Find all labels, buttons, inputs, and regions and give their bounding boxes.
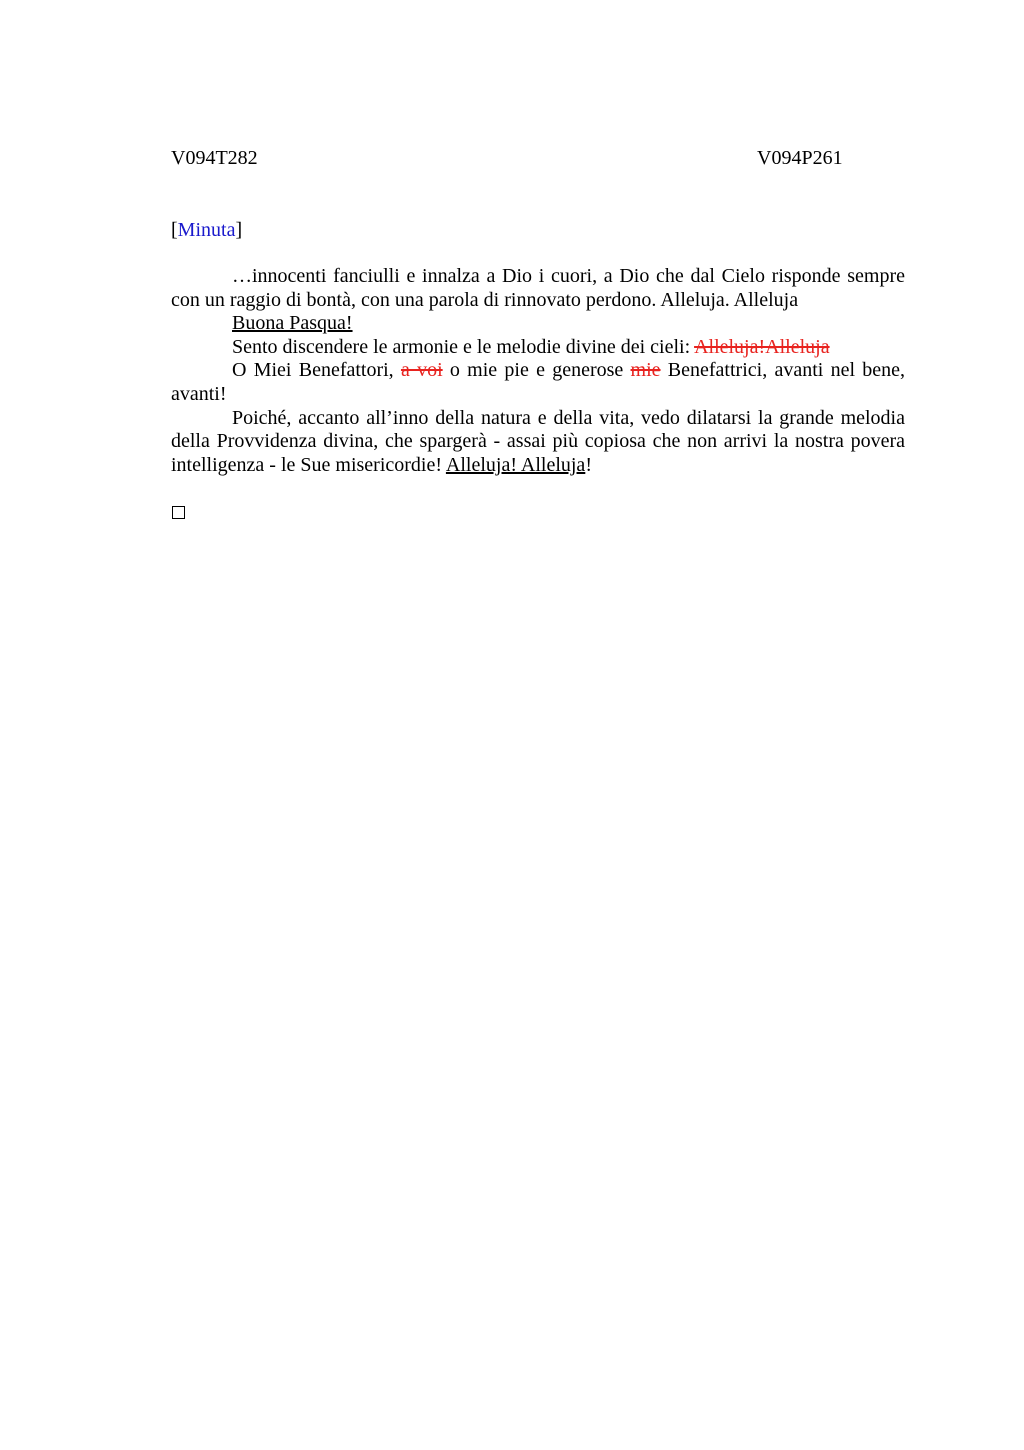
paragraph-4-text-b: o mie pie e generose xyxy=(442,359,631,382)
minuta-link[interactable]: Minuta xyxy=(177,219,236,241)
paragraph-4-text-c: Benefattrici, avanti nel bene, avanti! xyxy=(171,359,906,405)
paragraph-2 xyxy=(171,312,905,336)
document-code-right: V094P261 xyxy=(757,147,843,169)
document-body xyxy=(171,265,905,477)
deleted-text: mie xyxy=(630,359,661,382)
paragraph-3-text: Sento discendere le armonie e le melodie divine dei cieli: xyxy=(232,335,695,358)
document-code-left: V094T282 xyxy=(171,147,258,169)
buona-pasqua-text: Buona Pasqua! xyxy=(232,312,353,335)
underlined-alleluja: Alleluja! Alleluja xyxy=(445,453,586,476)
paragraph-4 xyxy=(171,359,905,406)
document-type xyxy=(171,218,242,242)
paragraph-5-end: ! xyxy=(585,453,592,476)
open-bracket: [ xyxy=(171,219,178,241)
paragraph-3 xyxy=(171,336,905,360)
paragraph-5 xyxy=(171,407,905,478)
paragraph-5-text: Poiché, accanto all’inno della natura e della vita, vedo dilatarsi la grande melodia della Provvidenza divina, che spargerà - assai più copiosa che non arrivi la nostra povera intelligenza - le Sue misericordie! xyxy=(171,406,905,476)
close-bracket: ] xyxy=(235,219,243,241)
paragraph-1: …innocenti fanciulli e innalza a Dio i cuori, a Dio che dal Cielo risponde sempre con un raggio di bontà, con una parola di rinnovato perdono. Alleluja. Alleluja xyxy=(171,265,905,311)
end-of-document-box-icon xyxy=(172,506,185,519)
paragraph-4-text-a: O Miei Benefattori, xyxy=(232,359,401,382)
deleted-text: a voi xyxy=(400,359,443,382)
deleted-text: Alleluja!Alleluja xyxy=(694,335,830,358)
